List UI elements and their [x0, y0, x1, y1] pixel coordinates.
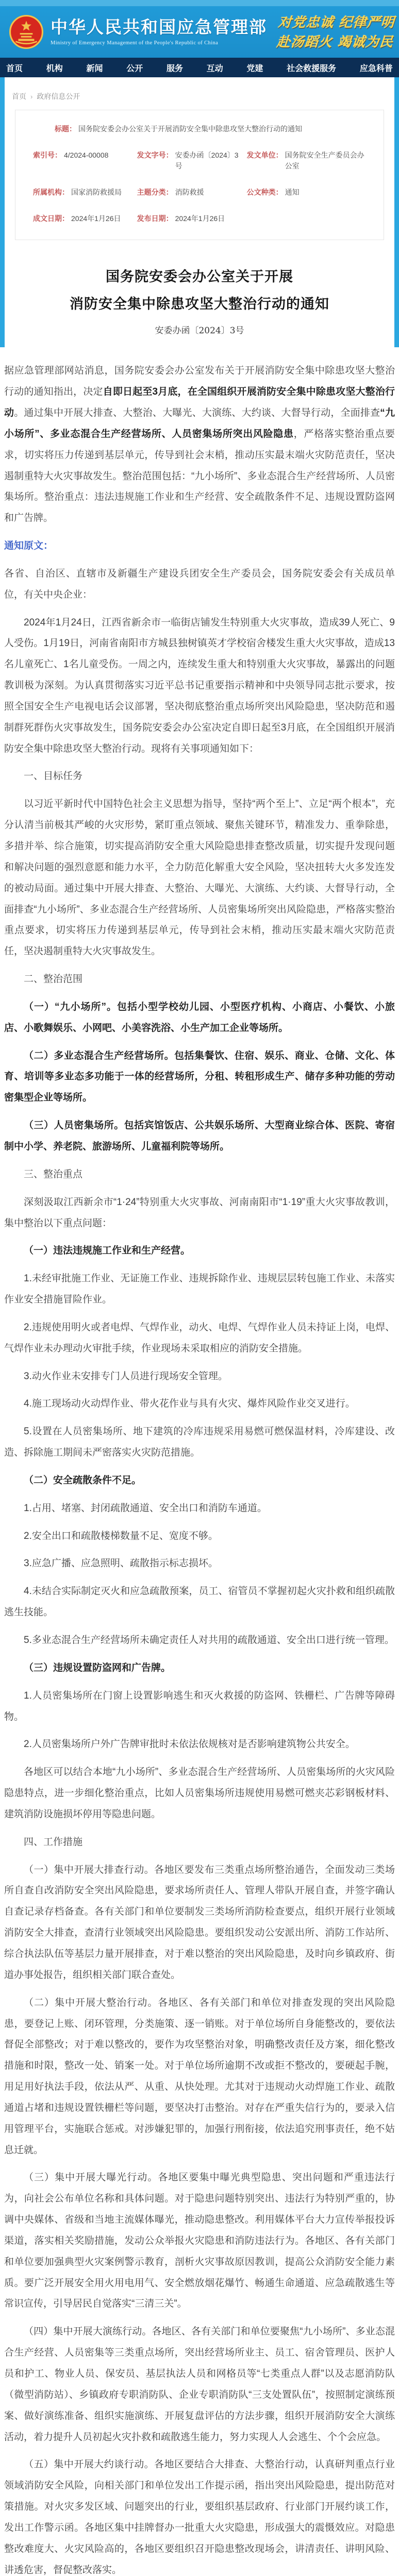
document-meta-box: [15, 110, 384, 240]
article-paragraph: 深刻汲取江西新余市“1·24”特别重大火灾事故、河南南阳市“1·19”重大火灾事故教训，集中整治以下重点问题：: [4, 1196, 395, 1229]
nav-item-6[interactable]: 互动: [206, 64, 223, 73]
meta-field: [137, 150, 243, 172]
article-paragraph: 3.应急广播、应急照明、疏散指示标志损坏。: [24, 1558, 218, 1569]
document-title-line-1: 国务院安委会办公室关于开展: [106, 269, 293, 285]
article-paragraph: 各省、自治区、直辖市及新疆生产建设兵团安全生产委员会，国务院安委会有关成员单位，有关中央企业：: [4, 568, 395, 600]
meta-field: [33, 124, 369, 134]
article-paragraph: 据应急管理部网站消息，国务院安委会办公室发布关于开展消防安全集中除患攻坚大整治行动的通知指出，决定自即日起至3月底，在全国组织开展消防安全集中除患攻坚大整治行动。通过集中开展大排查、大整治、大曝光、大演练、大约谈、大督导行动，全面排查“九小场所”、多业态混合生产经营场所、人员密集场所突出风险隐患，严格落实整治重点要求，切实将压力传递到基层单元，传导到社会末梢，推动压实最末端火灾防范责任，坚决遏制重特大火灾事故发生。整治范围包括：“九小场所”、多业态混合生产经营场所、人员密集场所。整治重点：违法违规施工作业和生产经营、安全疏散条件不足、违规设置防盗网和广告牌。: [4, 365, 395, 524]
nav-item-7[interactable]: 党建: [246, 64, 263, 73]
meta-field-label: 发布日期：: [137, 214, 173, 223]
article-paragraph: 通知原文：: [4, 540, 54, 552]
china-national-emblem-icon: [9, 15, 43, 49]
meta-field: [33, 213, 133, 224]
meta-field-value: 消防救援: [175, 188, 204, 196]
article-paragraph: （五）集中开展大约谈行动。各地区要结合大排查、大整治行动，认真研判重点行业领域消防安全风险，向相关部门和单位发出工作提示函，指出突出风险隐患，提出防范对策措施。对火灾多发区域、问题突出的行业，要组织基层政府、行业部门开展约谈工作，发出工作警示函。各地区集中挂牌督办一批重大火灾隐患，形成强大的震慑效应。对隐患整改难度大、火灾风险高的，各地区要组织召开隐患整改现场会，讲清责任、讲明风险、讲透危害，督促整改落实。: [4, 2459, 395, 2575]
nav-item-3[interactable]: 新闻: [86, 64, 103, 73]
meta-field-label: 主题分类：: [137, 188, 173, 196]
article-paragraph: 5.设置在人员密集场所、地下建筑的冷库违规采用易燃可燃保温材料，冷库建设、改造、拆除施工期间未严密落实火灾防范措施。: [4, 1426, 395, 1459]
document-title-line-2: 消防安全集中除患攻坚大整治行动的通知: [70, 296, 329, 312]
header-top-strip: [0, 0, 399, 6]
breadcrumb-separator-icon: ›: [30, 92, 33, 100]
nav-item-9[interactable]: 应急科普: [359, 64, 393, 73]
article-paragraph: （二）集中开展大整治行动。各地区、各有关部门和单位对排查发现的突出风险隐患，要登记上账、闭环管理，分类施策、逐一销账。对于单位场所自身能整改的，要依法督促全部整改；对于难以整改的，要作为攻坚整治对象，明确整改责任及方案，细化整改措施和时限，整改一处、销案一处。对于单位场所逾期不改或拒不整改的，要硬起手腕，用足用好执法手段，依法从严、从重、从快处理。尤其对于违规动火动焊施工作业、疏散通道占堵和违规设置铁栅栏等问题，要坚决打击整治。对存在严重失信行为的，要录入信用管理平台，实施联合惩戒。对涉嫌犯罪的，加强行刑衔接，依法追究刑事责任，绝不姑息迁就。: [4, 1997, 395, 2156]
site-title-english: Ministry of Emergency Management of the People's Republic of China: [51, 40, 219, 46]
article-paragraph: 4.施工现场动火动焊作业、带火花作业与具有火灾、爆炸风险作业交叉进行。: [24, 1398, 355, 1410]
article-paragraph: （三）违规设置防盗网和广告牌。: [24, 1662, 171, 1673]
article-paragraph: 以习近平新时代中国特色社会主义思想为指导，坚持“两个至上”、立足“两个根本”，充分认清当前极其严峻的火灾形势，紧盯重点领域、聚焦关键环节，精准发力、重拳除患，多措并举、综合施策，切实提高消防安全重大风险隐患排查整改质量，切实提升发现问题和解决问题的强烈意愿和能力水平，全力防范化解重大安全风险，坚决扭转大火多发连发的被动局面。通过集中开展大排查、大整治、大曝光、大演练、大约谈、大督导行动，全面排查“九小场所”、多业态混合生产经营场所、人员密集场所突出风险隐患，严格落实整治重点要求，切实将压力传递到基层单元，传导到社会末梢，推动压实最末端火灾防范责任，坚决遏制重特大火灾事故发生。: [4, 799, 395, 957]
nav-item-4[interactable]: 公开: [126, 64, 143, 73]
article-paragraph: （四）集中开展大演练行动。各地区、各有关部门和单位要聚焦“九小场所”、多业态混合生产经营、人员密集等三类重点场所，突出经营场所业主、员工、宿舍管理员、医护人员和护工、物业人员、保安员、基层执法人员和网格员等“七类重点人群”以及志愿消防队（微型消防站）、乡镇政府专职消防队、企业专职消防队“三支处置队伍”，按照制定演练预案、做好演练准备、组织实施演练、开展复盘评估的方法步骤，组织开展消防安全大演练活动，着力提升人员初起火灾扑救和疏散逃生能力，努力实现人人会逃生、个个会应急。: [4, 2326, 395, 2443]
article-paragraph: 各地区可以结合本地“九小场所”、多业态混合生产经营场所、人员密集场所的火灾风险隐患特点，进一步细化整治重点，比如人员密集场所违规使用易燃可燃夹芯彩钢板材料、建筑消防设施损坏停用等隐患问题。: [4, 1767, 395, 1820]
meta-field-label: 公文种类：: [246, 188, 283, 196]
document-title: [5, 264, 394, 318]
section-heading: 四、工作措施: [24, 1836, 83, 1848]
breadcrumb-home-link[interactable]: 首页: [12, 92, 26, 100]
article-paragraph: （一）“九小场所”。包括小型学校幼儿园、小型医疗机构、小商店、小餐饮、小旅店、小歌舞娱乐、小网吧、小美容洗浴、小生产加工企业等场所。: [4, 1001, 395, 1033]
meta-field-value: 2024年1月26日: [175, 214, 225, 223]
meta-field: [247, 150, 369, 172]
meta-field: [137, 213, 243, 224]
meta-field-label: 发文单位：: [246, 151, 283, 159]
meta-field-value: 2024年1月26日: [71, 214, 121, 223]
meta-field: [33, 187, 133, 198]
meta-field-value: 国家消防救援局: [71, 188, 122, 196]
document-number: 安委办函〔2024〕3号: [155, 326, 244, 336]
meta-field-label: 标题：: [55, 125, 76, 133]
article-paragraph: （一）违法违规施工作业和生产经营。: [24, 1245, 191, 1257]
article-paragraph: （二）多业态混合生产经营场所。包括集餐饮、住宿、娱乐、商业、仓储、文化、体育、培训等多业态多功能于一体的经营场所，分租、转租形成生产、储存多种功能的劳动密集型企业等场所。: [4, 1050, 395, 1104]
slogan-line-2: 赴汤蹈火 竭诚为民: [276, 34, 394, 50]
section-heading: 三、整治重点: [24, 1168, 83, 1180]
nav-item-8[interactable]: 社会救援服务: [287, 64, 337, 73]
header-slogan: [276, 13, 395, 52]
content-band: [0, 77, 399, 347]
article-paragraph: 4.未结合实际制定灭火和应急疏散预案，员工、宿管员不掌握初起火灾扑救和组织疏散逃生技能。: [4, 1586, 395, 1618]
meta-field-value: 4/2024-00008: [64, 151, 109, 159]
article-paragraph: （二）安全疏散条件不足。: [24, 1475, 142, 1486]
meta-field-value: 安委办函〔2024〕3号: [175, 151, 239, 170]
content-panel: [5, 77, 394, 347]
article-paragraph: 5.多业态混合生产经营场所未确定责任人对共用的疏散通道、安全出口进行统一管理。: [24, 1635, 394, 1646]
meta-field: [137, 187, 243, 198]
meta-field-label: 索引号：: [33, 151, 62, 159]
meta-field: [247, 187, 369, 198]
meta-field-value: 通知: [285, 188, 300, 196]
meta-field-value: 国务院安全生产委员会办公室: [285, 151, 364, 170]
meta-field-label: 成文日期：: [33, 214, 69, 223]
breadcrumb: [5, 78, 394, 101]
meta-field-label: 所属机构：: [33, 188, 69, 196]
meta-field: [33, 150, 133, 172]
article-body: [0, 347, 399, 2576]
article-paragraph: （一）集中开展大排查行动。各地区要发布三类重点场所整治通告，全面发动三类场所自查自改消防安全突出风险隐患，要求场所责任人、管理人带队开展自查，并签字确认自查记录存档备查。各有关部门和单位要制发三类场所消防检查要点，组织开展行业领域消防安全大排查，查清行业领域突出风险隐患。要组织发动公安派出所、消防工作站所、综合执法队伍等基层力量开展排查，对于难以整治的突出风险隐患，及时向乡镇政府、街道办事处报告，组织相关部门联合查处。: [4, 1864, 395, 1980]
nav-item-5[interactable]: 服务: [166, 64, 183, 73]
section-heading: 二、整治范围: [24, 974, 83, 985]
article-paragraph: （三）集中开展大曝光行动。各地区要集中曝光典型隐患、突出问题和严重违法行为，向社会公布单位名称和具体问题。对于隐患问题特别突出、违法行为特别严重的，协调中央媒体、省级和当地主流媒体曝光，推动隐患整改。利用媒体平台大力宣传举报投诉渠道，落实相关奖励措施，发动公众举报火灾隐患和消防违法行为。各地区、各有关部门和单位要加强典型火灾案例警示教育，剖析火灾事故原因教训，提高公众消防安全能力素质。要广泛开展安全用火用电用气、安全燃放烟花爆竹、畅通生命通道、应急疏散逃生等常识宣传，引导居民自觉落实“三清三关”。: [4, 2172, 395, 2310]
article-paragraph: 2.人员密集场所户外广告牌审批时未依法依规核对是否影响建筑物公共安全。: [24, 1739, 355, 1750]
meta-field-value: 国务院安委会办公室关于开展消防安全集中除患攻坚大整治行动的通知: [78, 125, 302, 133]
article-paragraph: 1.占用、堵塞、封闭疏散通道、安全出口和消防车通道。: [24, 1502, 267, 1514]
article-paragraph: 1.人员密集场所在门窗上设置影响逃生和灭火救援的防盗网、铁栅栏、广告牌等障碍物。: [4, 1690, 395, 1722]
meta-field-label: 发文字号：: [137, 151, 173, 159]
breadcrumb-current-link[interactable]: 政府信息公开: [37, 92, 80, 100]
main-nav: [0, 58, 399, 77]
slogan-line-1: 对党忠诚 纪律严明: [277, 15, 395, 30]
article-paragraph: 1.未经审批施工作业、无证施工作业、违规拆除作业、违规层层转包施工作业、未落实作业安全措施冒险作业。: [4, 1273, 395, 1306]
article-paragraph: 2.安全出口和疏散楼梯数量不足、宽度不够。: [24, 1530, 218, 1541]
site-title: 中华人民共和国应急管理部: [51, 17, 267, 37]
nav-item-1[interactable]: 首页: [6, 64, 23, 73]
article-paragraph: （三）人员密集场所。包括宾馆饭店、公共娱乐场所、大型商业综合体、医院、寄宿制中小学、养老院、旅游场所、儿童福利院等场所。: [4, 1120, 395, 1152]
article-paragraph: 2.违规使用明火或者电焊、气焊作业，动火、电焊、气焊作业人员未持证上岗，电焊、气焊作业未办理动火审批手续，作业现场未采取相应的消防安全措施。: [4, 1321, 395, 1354]
article-paragraph: 2024年1月24日，江西省新余市一临街店铺发生特别重大火灾事故，造成39人死亡、9人受伤。1月19日，河南省南阳市方城县独树镇英才学校宿舍楼发生重大火灾事故，造成13名儿童死亡、1名儿童受伤。一周之内，连续发生重大和特别重大火灾事故，暴露出的问题教训极为深刻。为认真贯彻落实习近平总书记重要指示精神和中央领导同志批示要求，按照全国安全生产电视电话会议部署，坚决彻底整治重点场所突出风险隐患，坚决防范和遏制群死群伤火灾事故发生，国务院安委会办公室决定自即日起至3月底，在全国组织开展消防安全集中除患攻坚大整治行动。现将有关事项通知如下：: [4, 617, 395, 754]
section-heading: 一、目标任务: [24, 771, 83, 782]
meta-grid: [33, 124, 369, 224]
site-header: [0, 6, 399, 58]
article-paragraph: 3.动火作业未安排专门人员进行现场安全管理。: [24, 1370, 228, 1382]
nav-item-2[interactable]: 机构: [46, 64, 63, 73]
